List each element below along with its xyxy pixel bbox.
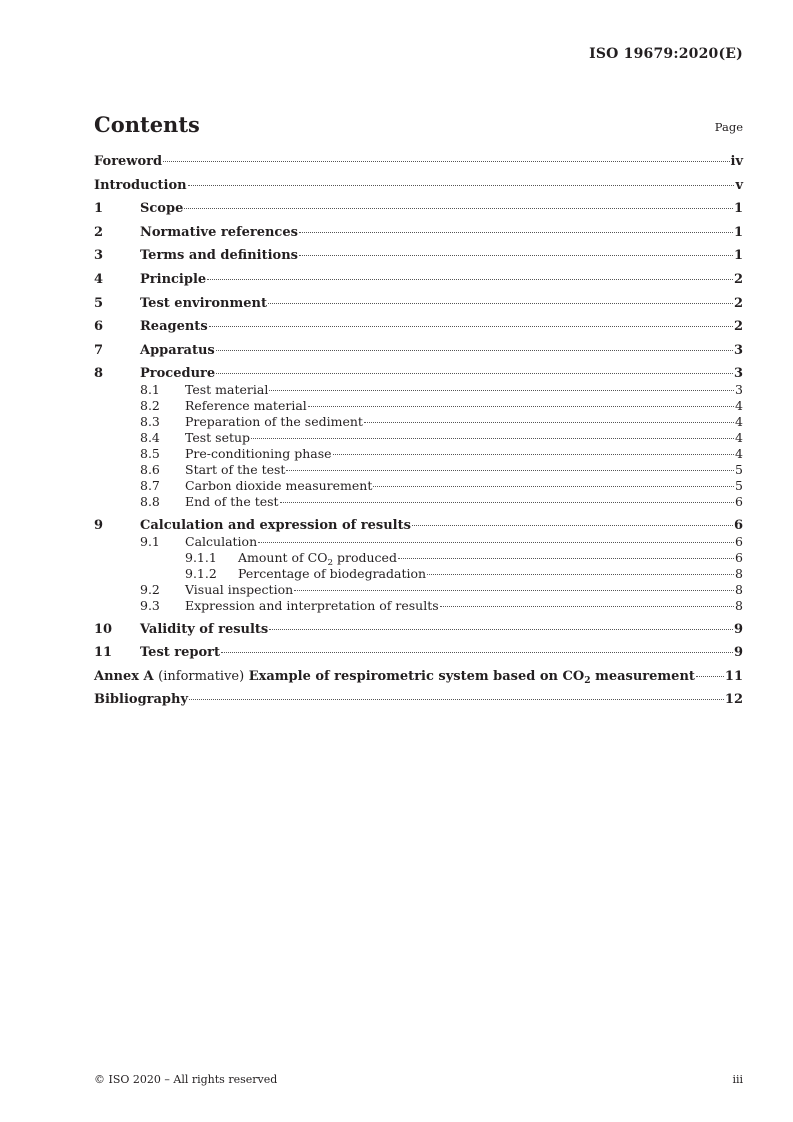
toc-entry-title: Percentage of biodegradation — [238, 565, 427, 581]
toc-entry-page: 4 — [735, 398, 743, 414]
toc-entry-title: End of the test — [185, 494, 279, 510]
toc-entry-title: Principle — [140, 271, 207, 287]
dot-leader — [308, 406, 734, 407]
annex-title-end: measurement — [590, 668, 695, 684]
dot-leader — [427, 574, 734, 575]
dot-leader — [216, 373, 733, 374]
dot-leader — [299, 232, 733, 233]
toc-entry-clause-11[interactable] — [94, 645, 743, 661]
dot-leader — [269, 629, 733, 630]
toc-entry-page: 3 — [735, 382, 743, 398]
toc-entry-8-4[interactable] — [94, 430, 743, 446]
subclause-number: 8.7 — [140, 478, 160, 494]
toc-entry-title: Reagents — [140, 319, 208, 335]
toc-entry-9-3[interactable] — [94, 598, 743, 614]
toc-entry-page: 8 — [735, 581, 743, 597]
toc-entry-title: Foreword — [94, 154, 163, 169]
toc-entry-bibliography[interactable] — [94, 692, 743, 708]
toc-entry-title: Calculation — [185, 533, 258, 549]
toc-entry-page: 2 — [733, 271, 743, 287]
toc-entry-title: Normative references — [140, 224, 298, 240]
dot-leader — [364, 422, 734, 423]
annex-label: Annex A — [94, 668, 154, 684]
dot-leader — [258, 542, 734, 543]
toc-entry-page: 4 — [735, 430, 743, 446]
copyright-notice: © ISO 2020 – All rights reserved — [94, 1073, 278, 1086]
toc-entry-page: 1 — [733, 248, 743, 264]
toc-entry-title: Validity of results — [140, 621, 269, 637]
toc-entry-clause-2[interactable] — [94, 225, 743, 241]
toc-entry-page: 6 — [735, 549, 743, 565]
toc-entry-title: Introduction — [94, 177, 187, 193]
clause-number: 1 — [94, 201, 104, 217]
subclause-number: 9.1.1 — [185, 549, 217, 565]
clause-number: 7 — [94, 342, 104, 358]
dot-leader — [216, 350, 733, 351]
dot-leader — [280, 502, 734, 503]
subclause-number: 9.3 — [140, 597, 160, 613]
title-text: Amount of CO — [238, 549, 328, 565]
toc-entry-page: 4 — [735, 414, 743, 430]
toc-entry-page: 2 — [733, 295, 743, 311]
toc-entry-title: Preparation of the sediment — [185, 414, 363, 430]
toc-entry-page: 4 — [735, 446, 743, 462]
dot-leader — [412, 525, 733, 526]
subclause-number: 8.4 — [140, 430, 160, 446]
dot-leader — [286, 470, 734, 471]
dot-leader — [251, 438, 734, 439]
table-of-contents — [94, 154, 743, 708]
toc-entry-8-7[interactable] — [94, 478, 743, 494]
dot-leader — [207, 279, 733, 280]
clause-number: 9 — [94, 517, 104, 533]
toc-entry-clause-6[interactable] — [94, 319, 743, 335]
subclause-number: 8.6 — [140, 462, 160, 478]
title-text-end: produced — [333, 549, 397, 565]
toc-entry-page: 6 — [735, 533, 743, 549]
toc-entry-page: iv — [730, 154, 743, 169]
subclause-number: 8.3 — [140, 414, 160, 430]
toc-entry-title: Calculation and expression of results — [140, 517, 411, 533]
annex-type: (informative) — [158, 668, 245, 684]
toc-entry-clause-9[interactable] — [94, 518, 743, 534]
toc-entry-title: Test material — [185, 382, 269, 398]
dot-leader — [696, 676, 724, 677]
toc-entry-title: Procedure — [140, 366, 216, 382]
dot-leader — [221, 652, 733, 653]
toc-entry-title: Reference material — [185, 398, 307, 414]
clause-number: 6 — [94, 319, 104, 335]
toc-entry-8-6[interactable] — [94, 462, 743, 478]
toc-entry-8-8[interactable] — [94, 494, 743, 510]
toc-entry-foreword[interactable] — [94, 154, 743, 170]
toc-entry-title: Test report — [140, 645, 221, 661]
subclause-number: 9.1 — [140, 533, 160, 549]
toc-entry-page: 11 — [724, 668, 743, 684]
toc-entry-title: Test environment — [140, 295, 267, 311]
subclause-number: 8.1 — [140, 382, 160, 398]
dot-leader — [269, 390, 734, 391]
clause-number: 11 — [94, 645, 113, 661]
toc-entry-title: Bibliography — [94, 692, 189, 708]
contents-heading — [94, 112, 743, 140]
subclause-number: 9.1.2 — [185, 565, 217, 581]
toc-entry-clause-5[interactable] — [94, 296, 743, 312]
toc-entry-page: 3 — [733, 366, 743, 382]
toc-entry-9-1-2[interactable] — [94, 566, 743, 582]
dot-leader — [299, 255, 733, 256]
dot-leader — [294, 590, 734, 591]
toc-entry-8-1[interactable] — [94, 382, 743, 398]
toc-entry-page: 9 — [733, 621, 743, 637]
toc-entry-page: 8 — [735, 565, 743, 581]
toc-entry-title: Apparatus — [140, 342, 215, 358]
toc-entry-clause-8[interactable] — [94, 366, 743, 382]
toc-entry-page: 3 — [733, 342, 743, 358]
subclause-number: 8.5 — [140, 446, 160, 462]
toc-entry-clause-1[interactable] — [94, 201, 743, 217]
toc-entry-page: 12 — [724, 692, 743, 708]
annex-title: Example of respirometric system based on CO — [248, 668, 585, 684]
toc-entry-8-2[interactable] — [94, 398, 743, 414]
dot-leader — [189, 699, 724, 700]
clause-number: 4 — [94, 271, 104, 287]
dot-leader — [333, 454, 735, 455]
dot-leader — [184, 208, 733, 209]
subclause-number: 8.2 — [140, 398, 160, 414]
toc-entry-9-1-1[interactable] — [94, 550, 743, 566]
clause-number: 3 — [94, 248, 104, 264]
page-title: Contents — [94, 112, 200, 137]
document-id: ISO 19679:2020(E) — [589, 46, 743, 62]
toc-entry-8-3[interactable] — [94, 414, 743, 430]
subscript-2: 2 — [584, 674, 591, 686]
toc-entry-title: Terms and definitions — [140, 248, 298, 264]
toc-entry-page: 2 — [733, 319, 743, 335]
page-number: iii — [732, 1073, 743, 1086]
dot-leader — [188, 185, 735, 186]
toc-entry-annex-a[interactable] — [94, 669, 743, 685]
clause-number: 5 — [94, 295, 104, 311]
toc-entry-page: 1 — [733, 201, 743, 217]
toc-entry-title — [238, 550, 397, 566]
toc-entry-page: 9 — [733, 645, 743, 661]
toc-entry-title: Test setup — [185, 430, 251, 446]
toc-entry-title: Pre-conditioning phase — [185, 446, 332, 462]
toc-entry-page: v — [735, 177, 743, 193]
toc-entry-clause-7[interactable] — [94, 343, 743, 359]
toc-entry-8-5[interactable] — [94, 446, 743, 462]
toc-entry-introduction[interactable] — [94, 178, 743, 194]
subclause-number: 9.2 — [140, 581, 160, 597]
clause-number: 10 — [94, 621, 113, 637]
toc-entry-title: Scope — [140, 201, 184, 217]
toc-entry-9-2[interactable] — [94, 582, 743, 598]
toc-entry-page: 1 — [733, 224, 743, 240]
clause-number: 2 — [94, 224, 104, 240]
toc-entry-title: Start of the test — [185, 462, 286, 478]
toc-entry-title: Carbon dioxide measurement — [185, 478, 373, 494]
toc-entry-title: Visual inspection — [185, 581, 294, 597]
subscript-2: 2 — [327, 557, 334, 568]
toc-entry-clause-10[interactable] — [94, 622, 743, 638]
dot-leader — [440, 606, 734, 607]
toc-entry-title: Expression and interpretation of results — [185, 597, 439, 613]
dot-leader — [398, 558, 734, 559]
toc-entry-9-1[interactable] — [94, 534, 743, 550]
toc-entry-page: 8 — [735, 597, 743, 613]
toc-entry-clause-3[interactable] — [94, 248, 743, 264]
toc-entry-page: 6 — [735, 494, 743, 510]
dot-leader — [209, 326, 733, 327]
dot-leader — [268, 303, 733, 304]
toc-entry-page: 5 — [735, 462, 743, 478]
page-column-label: Page — [714, 120, 743, 134]
toc-entry-title — [94, 669, 695, 685]
dot-leader — [373, 486, 734, 487]
toc-entry-page: 6 — [733, 517, 743, 533]
toc-entry-page: 5 — [735, 478, 743, 494]
dot-leader — [163, 161, 729, 162]
clause-number: 8 — [94, 366, 104, 382]
subclause-number: 8.8 — [140, 494, 160, 510]
toc-entry-clause-4[interactable] — [94, 272, 743, 288]
